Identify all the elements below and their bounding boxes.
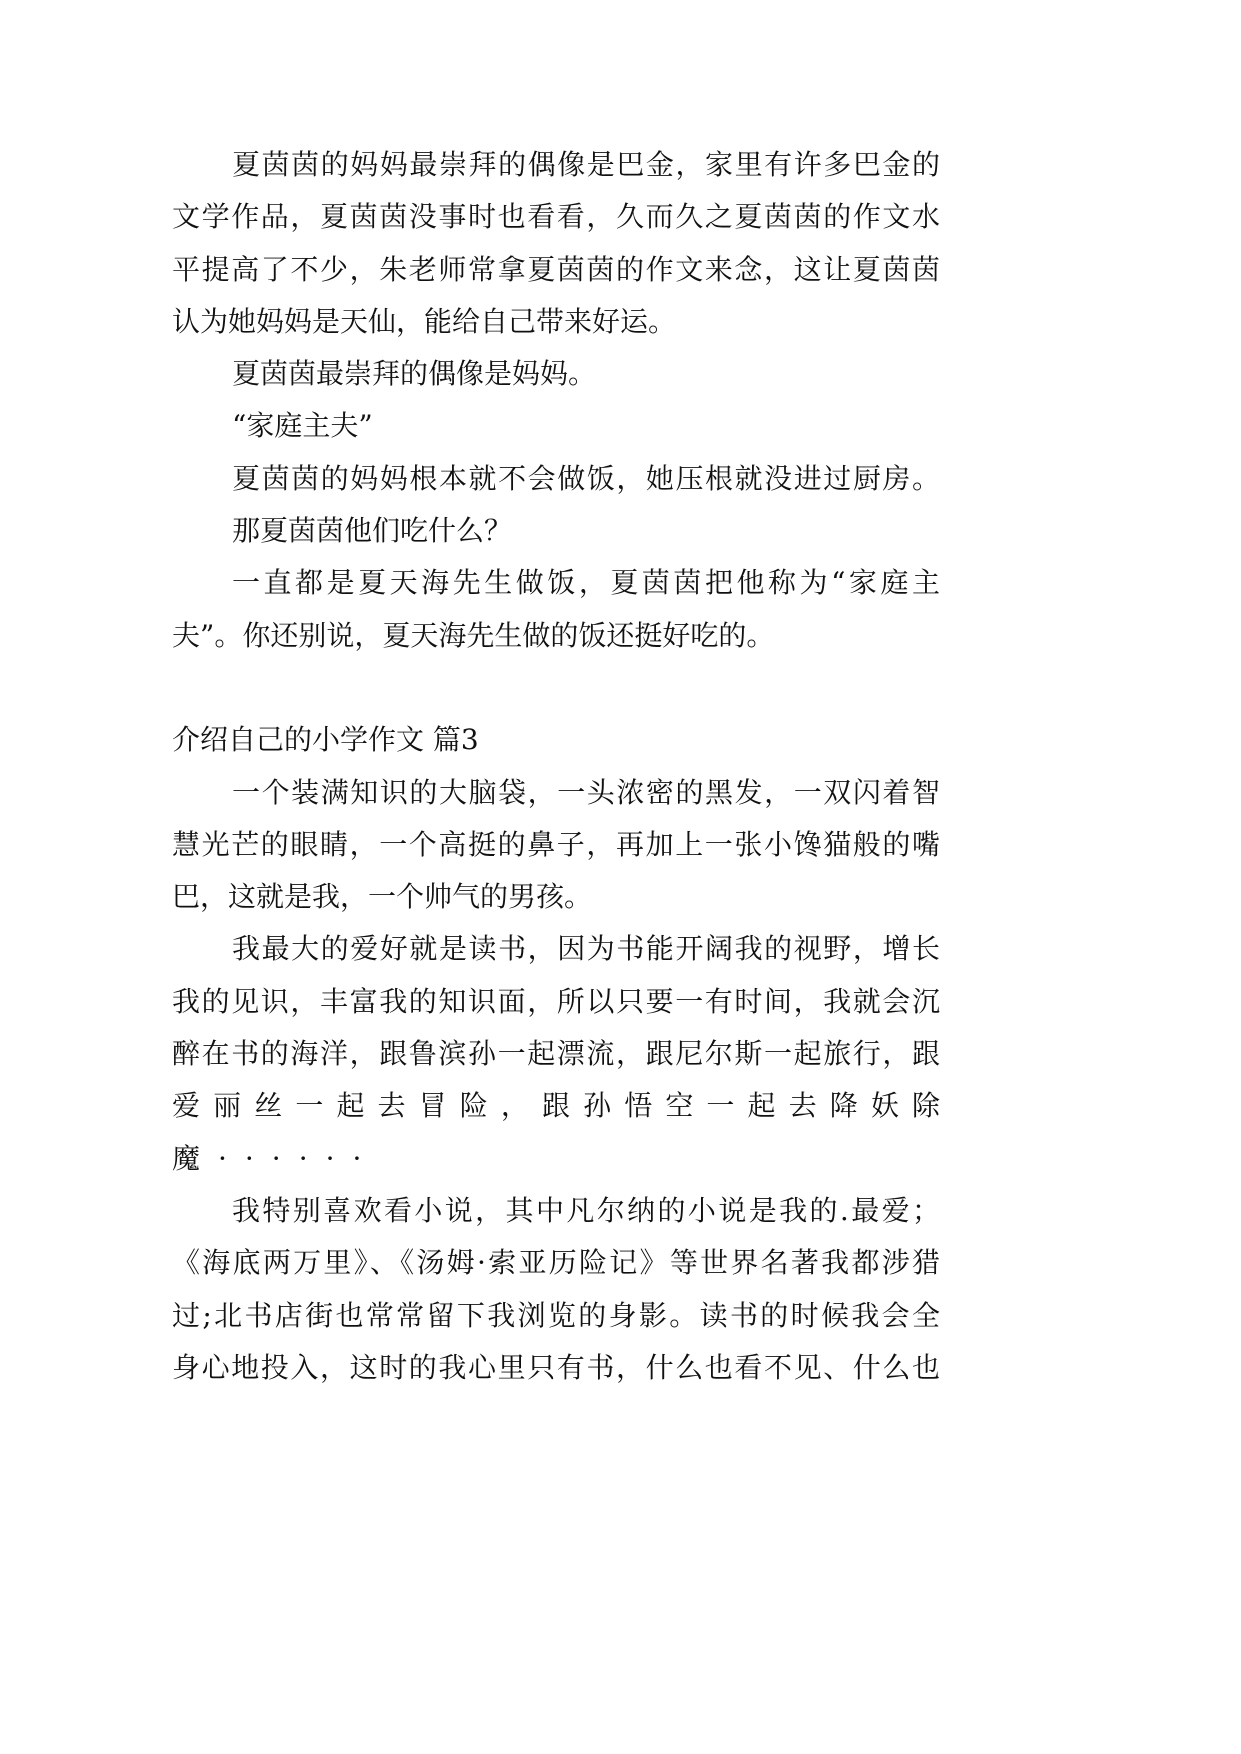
text-line: 我特别喜欢看小说，其中凡尔纳的小说是我的.最爱；: [232, 1193, 940, 1227]
text-line: 醉在书的海洋，跟鲁滨孙一起漂流，跟尼尔斯一起旅行，跟: [172, 1037, 940, 1071]
text-line: 慧光芒的眼睛，一个高挺的鼻子，再加上一张小馋猫般的嘴: [172, 827, 940, 861]
text-line: 认为她妈妈是天仙，能给自己带来好运。: [172, 304, 677, 338]
text-line: 巴，这就是我，一个帅气的男孩。: [172, 880, 593, 914]
paragraph: [172, 505, 940, 557]
paragraph: [172, 139, 940, 348]
blank-line: [172, 662, 940, 714]
text-line: 魔······: [172, 1141, 380, 1175]
text-line: “家庭主夫”: [232, 409, 373, 443]
text-line: 我最大的爱好就是读书，因为书能开阔我的视野，增长: [232, 932, 940, 966]
paragraph: [172, 1185, 940, 1394]
text-line: 身心地投入，这时的我心里只有书，什么也看不见、什么也: [172, 1350, 940, 1384]
text-line: 夏茵茵的妈妈最崇拜的偶像是巴金，家里有许多巴金的: [232, 148, 940, 181]
text-line: 夏茵茵最崇拜的偶像是妈妈。: [232, 357, 597, 391]
text-line: 我的见识，丰富我的知识面，所以只要一有时间，我就会沉: [172, 984, 940, 1018]
text-line: 一直都是夏天海先生做饭，夏茵茵把他称为“家庭主: [232, 566, 940, 600]
text-line: 夏茵茵的妈妈根本就不会做饭，她压根就没进过厨房。: [232, 461, 940, 495]
text-line: 那夏茵茵他们吃什么？: [232, 514, 513, 548]
paragraph: [172, 453, 940, 505]
paragraph: [172, 557, 940, 662]
paragraph: [172, 767, 940, 924]
paragraph: [172, 348, 940, 400]
text-line: 一个装满知识的大脑袋，一头浓密的黑发，一双闪着智: [232, 775, 940, 809]
paragraph: [172, 400, 940, 452]
text-line: 文学作品，夏茵茵没事时也看看，久而久之夏茵茵的作文水: [172, 200, 940, 234]
text-line: 过;北书店街也常常留下我浏览的身影。读书的时候我会全: [172, 1298, 940, 1332]
text-line: 夫”。你还别说，夏天海先生做的饭还挺好吃的。: [172, 618, 775, 652]
document-body: [172, 139, 940, 1394]
text-line: 平提高了不少，朱老师常拿夏茵茵的作文来念，这让夏茵茵: [172, 252, 940, 286]
paragraph: [172, 923, 940, 1184]
text-line: 爱丽丝一起去冒险，跟孙悟空一起去降妖除: [172, 1089, 940, 1123]
essay-heading: 介绍自己的小学作文 篇3: [172, 723, 479, 757]
text-line: 《海底两万里》、《汤姆·索亚历险记》等世界名著我都涉猎: [172, 1246, 940, 1280]
